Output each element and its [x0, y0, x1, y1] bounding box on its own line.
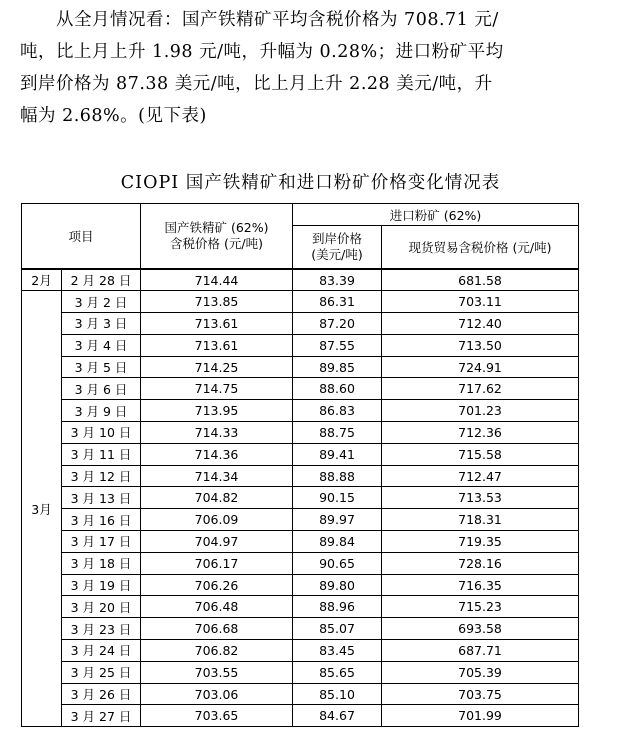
domestic-price-cell: 703.06	[141, 683, 293, 705]
spot-price-cell: 716.35	[382, 574, 579, 596]
table-row	[22, 465, 579, 487]
cif-price-cell: 84.67	[293, 705, 382, 727]
table-row	[22, 618, 579, 640]
spot-price-cell: 713.53	[382, 487, 579, 509]
cif-price-cell: 85.07	[293, 618, 382, 640]
domestic-price-cell: 714.75	[141, 378, 293, 400]
spot-price-cell: 724.91	[382, 356, 579, 378]
header-cif	[293, 226, 382, 270]
summary-paragraph	[20, 4, 600, 132]
domestic-price-cell: 714.33	[141, 422, 293, 444]
table-row	[22, 378, 579, 400]
header-domestic-line1: 国产铁精矿 (62%)	[164, 220, 269, 235]
table-row	[22, 683, 579, 705]
header-cif-line2: (美元/吨)	[311, 247, 363, 262]
date-cell: 3 月 26 日	[62, 683, 141, 705]
domestic-price-cell: 704.97	[141, 531, 293, 553]
cif-price-cell: 89.80	[293, 574, 382, 596]
date-cell: 3 月 19 日	[62, 574, 141, 596]
table-row	[22, 509, 579, 531]
cif-price-cell: 88.75	[293, 422, 382, 444]
date-cell: 3 月 13 日	[62, 487, 141, 509]
domestic-price-cell: 703.65	[141, 705, 293, 727]
spot-price-cell: 712.47	[382, 465, 579, 487]
table-row	[22, 291, 579, 313]
header-item: 项目	[22, 204, 141, 270]
cif-price-cell: 90.65	[293, 552, 382, 574]
date-cell: 3 月 27 日	[62, 705, 141, 727]
cif-price-cell: 90.15	[293, 487, 382, 509]
cif-price-cell: 89.85	[293, 356, 382, 378]
table-row	[22, 422, 579, 444]
table-title: CIOPI 国产铁精矿和进口粉矿价格变化情况表	[120, 173, 501, 193]
table-row	[22, 552, 579, 574]
domestic-price-cell: 713.61	[141, 334, 293, 356]
spot-price-cell: 703.11	[382, 291, 579, 313]
paragraph-line: 吨，比上月上升 1.98 元/吨，升幅为 0.28%；进口粉矿平均	[20, 42, 504, 62]
date-cell: 2 月 28 日	[62, 269, 141, 291]
cif-price-cell: 86.83	[293, 400, 382, 422]
cif-price-cell: 88.88	[293, 465, 382, 487]
table-row	[22, 705, 579, 727]
spot-price-cell: 701.23	[382, 400, 579, 422]
date-cell: 3 月 24 日	[62, 640, 141, 662]
table-body	[22, 269, 579, 727]
month-cell: 3月	[22, 291, 62, 727]
domestic-price-cell: 706.17	[141, 552, 293, 574]
cif-price-cell: 88.60	[293, 378, 382, 400]
date-cell: 3 月 23 日	[62, 618, 141, 640]
domestic-price-cell: 706.68	[141, 618, 293, 640]
domestic-price-cell: 706.82	[141, 640, 293, 662]
date-cell: 3 月 5 日	[62, 356, 141, 378]
date-cell: 3 月 3 日	[62, 313, 141, 335]
paragraph-line: 从全月情况看：国产铁精矿平均含税价格为 708.71 元/	[56, 10, 499, 30]
cif-price-cell: 89.97	[293, 509, 382, 531]
date-cell: 3 月 25 日	[62, 661, 141, 683]
table-row	[22, 334, 579, 356]
domestic-price-cell: 704.82	[141, 487, 293, 509]
domestic-price-cell: 703.55	[141, 661, 293, 683]
table-row	[22, 661, 579, 683]
spot-price-cell: 728.16	[382, 552, 579, 574]
cif-price-cell: 88.96	[293, 596, 382, 618]
table-row	[22, 640, 579, 662]
date-cell: 3 月 6 日	[62, 378, 141, 400]
cif-price-cell: 89.41	[293, 443, 382, 465]
date-cell: 3 月 17 日	[62, 531, 141, 553]
cif-price-cell: 86.31	[293, 291, 382, 313]
domestic-price-cell: 713.85	[141, 291, 293, 313]
spot-price-cell: 719.35	[382, 531, 579, 553]
spot-price-cell: 693.58	[382, 618, 579, 640]
table-row	[22, 487, 579, 509]
spot-price-cell: 703.75	[382, 683, 579, 705]
table-row	[22, 596, 579, 618]
price-table	[21, 203, 579, 727]
spot-price-cell: 681.58	[382, 269, 579, 291]
domestic-price-cell: 714.34	[141, 465, 293, 487]
cif-price-cell: 87.20	[293, 313, 382, 335]
paragraph-line: 到岸价格为 87.38 美元/吨，比上月上升 2.28 美元/吨，升	[20, 74, 493, 94]
domestic-price-cell: 714.36	[141, 443, 293, 465]
table-row	[22, 443, 579, 465]
cif-price-cell: 85.10	[293, 683, 382, 705]
header-domestic-line2: 含税价格 (元/吨)	[170, 236, 263, 251]
domestic-price-cell: 706.48	[141, 596, 293, 618]
date-cell: 3 月 18 日	[62, 552, 141, 574]
domestic-price-cell: 713.61	[141, 313, 293, 335]
cif-price-cell: 83.45	[293, 640, 382, 662]
table-row	[22, 574, 579, 596]
cif-price-cell: 85.65	[293, 661, 382, 683]
header-spot: 现货贸易含税价格 (元/吨)	[382, 226, 579, 270]
domestic-price-cell: 706.26	[141, 574, 293, 596]
cif-price-cell: 89.84	[293, 531, 382, 553]
spot-price-cell: 705.39	[382, 661, 579, 683]
table-row	[22, 356, 579, 378]
date-cell: 3 月 9 日	[62, 400, 141, 422]
table-row	[22, 313, 579, 335]
header-domestic	[141, 204, 293, 270]
date-cell: 3 月 2 日	[62, 291, 141, 313]
cif-price-cell: 83.39	[293, 269, 382, 291]
spot-price-cell: 718.31	[382, 509, 579, 531]
domestic-price-cell: 706.09	[141, 509, 293, 531]
date-cell: 3 月 11 日	[62, 443, 141, 465]
date-cell: 3 月 4 日	[62, 334, 141, 356]
spot-price-cell: 713.50	[382, 334, 579, 356]
spot-price-cell: 687.71	[382, 640, 579, 662]
spot-price-cell: 712.40	[382, 313, 579, 335]
cif-price-cell: 87.55	[293, 334, 382, 356]
domestic-price-cell: 714.25	[141, 356, 293, 378]
spot-price-cell: 717.62	[382, 378, 579, 400]
header-cif-line1: 到岸价格	[312, 231, 363, 246]
spot-price-cell: 701.99	[382, 705, 579, 727]
date-cell: 3 月 12 日	[62, 465, 141, 487]
spot-price-cell: 715.58	[382, 443, 579, 465]
date-cell: 3 月 10 日	[62, 422, 141, 444]
domestic-price-cell: 713.95	[141, 400, 293, 422]
date-cell: 3 月 16 日	[62, 509, 141, 531]
header-import-group: 进口粉矿 (62%)	[293, 204, 579, 226]
date-cell: 3 月 20 日	[62, 596, 141, 618]
paragraph-line: 幅为 2.68%。(见下表)	[20, 106, 207, 126]
table-row	[22, 531, 579, 553]
table-row	[22, 400, 579, 422]
month-cell: 2月	[22, 269, 62, 291]
spot-price-cell: 712.36	[382, 422, 579, 444]
table-row	[22, 269, 579, 291]
spot-price-cell: 715.23	[382, 596, 579, 618]
domestic-price-cell: 714.44	[141, 269, 293, 291]
